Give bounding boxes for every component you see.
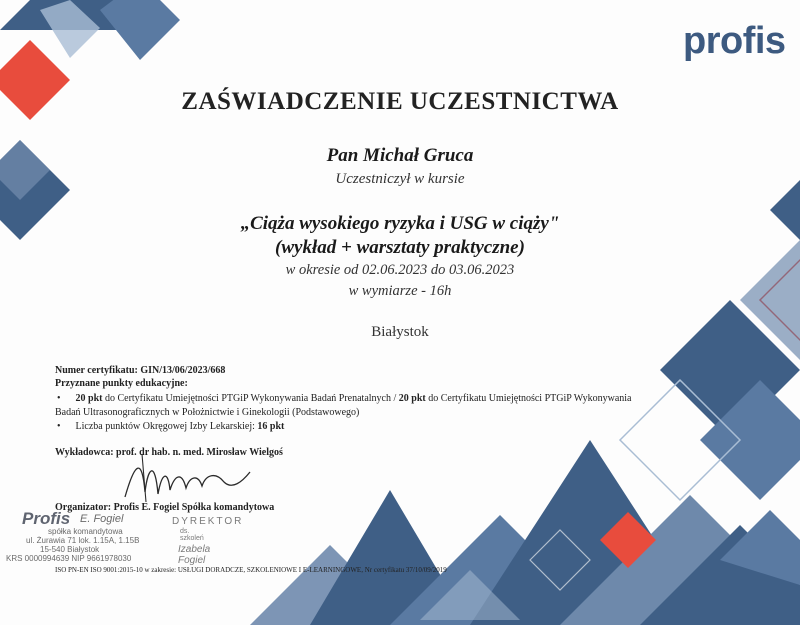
recipient-name: Pan Michał Gruca bbox=[326, 145, 474, 166]
organizer-name: Profis E. Fogiel Spółka komandytowa bbox=[113, 502, 275, 513]
points-value: 20 pkt bbox=[75, 393, 103, 404]
city: Białystok bbox=[371, 324, 429, 340]
certificate-title: ZAŚWIADCZENIE UCZESTNICTWA bbox=[181, 88, 619, 115]
points-item-ptgip-continued: Badań Ultrasonograficznych w Położnictwie i Ginekologii (Podstawowego) bbox=[55, 407, 360, 418]
bullet: • bbox=[57, 393, 61, 404]
points-item-oil bbox=[57, 421, 284, 432]
certificate-number bbox=[55, 365, 225, 376]
stamp-line: ul. Żurawia 71 lok. 1.15A, 1.15B bbox=[26, 536, 140, 545]
profis-logo: profis bbox=[683, 20, 786, 62]
stamp-owner: E. Fogiel bbox=[80, 513, 124, 525]
director-title: DYREKTOR bbox=[172, 516, 244, 527]
points-value: 16 pkt bbox=[257, 421, 285, 432]
lecturer-signature bbox=[120, 452, 270, 507]
course-title: „Ciąża wysokiego ryzyka i USG w ciąży" bbox=[240, 213, 560, 234]
lecturer-name: prof. dr hab. n. med. Mirosław Wielgoś bbox=[116, 447, 283, 458]
director-name: Izabela Fogiel bbox=[178, 544, 211, 566]
stamp-line: KRS 0000994639 NIP 9661978030 bbox=[6, 554, 132, 563]
certificate-number-label: Numer certyfikatu: bbox=[55, 365, 138, 376]
iso-certification: ISO PN-EN ISO 9001:2015-10 w zakresie: USŁUGI DORADCZE, SZKOLENIOWE I E-LEARNINGOWE, Nr certyfikatu 37/10/09/2019 bbox=[55, 566, 447, 574]
course-period: w okresie od 02.06.2023 do 03.06.2023 bbox=[285, 262, 515, 278]
bullet: • bbox=[57, 421, 61, 432]
stamp-brand: Profis bbox=[22, 509, 71, 528]
company-stamp bbox=[8, 505, 158, 565]
lecturer-label: Wykładowca: bbox=[55, 447, 117, 458]
points-text: Liczba punktów Okręgowej Izby Lekarskiej: bbox=[75, 421, 258, 432]
points-text: do Certyfikatu Umiejętności PTGiP Wykonywania bbox=[425, 393, 632, 404]
director-subtitle: ds. szkoleń bbox=[180, 528, 204, 542]
points-item-ptgip bbox=[57, 393, 631, 404]
certificate-number-value: GIN/13/06/2023/668 bbox=[140, 365, 226, 376]
course-scope: w wymiarze - 16h bbox=[348, 283, 452, 299]
points-text: do Certyfikatu Umiejętności PTGiP Wykonywania Badań Prenatalnych / bbox=[102, 393, 399, 404]
stamp-line: spółka komandytowa bbox=[48, 527, 123, 536]
points-value: 20 pkt bbox=[398, 393, 426, 404]
stamp-line: 15-540 Białystok bbox=[40, 545, 100, 554]
points-heading: Przyznane punkty edukacyjne: bbox=[55, 378, 188, 389]
participation-text: Uczestniczył w kursie bbox=[335, 171, 465, 187]
organizer-label: Organizator: bbox=[55, 502, 114, 513]
course-subtitle: (wykład + warsztaty praktyczne) bbox=[275, 237, 525, 258]
